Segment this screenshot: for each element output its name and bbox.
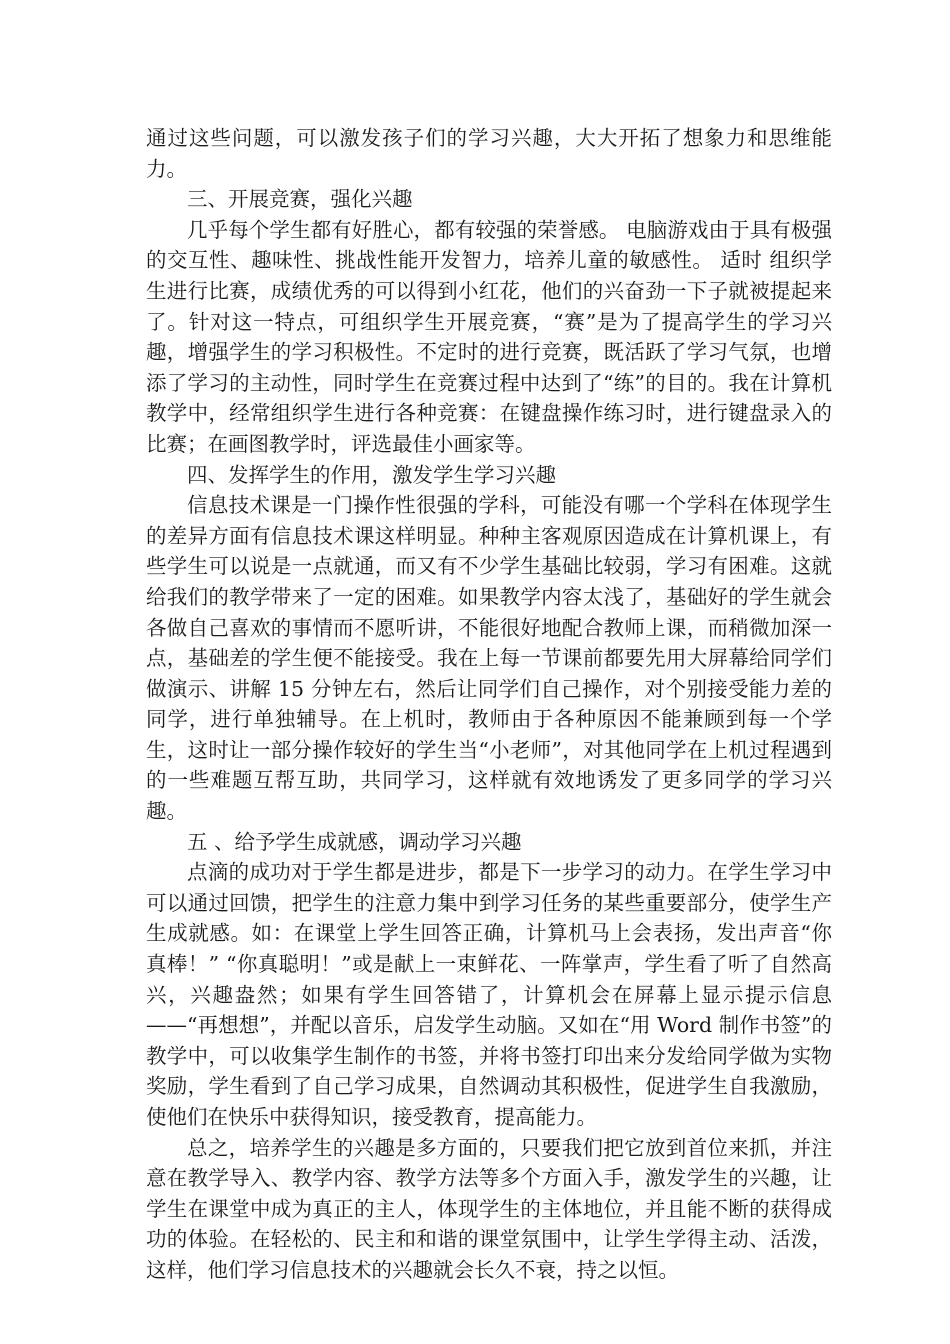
section-heading-4: 四、发挥学生的作用，激发学生学习兴趣 <box>187 462 556 487</box>
paragraph-competition: 几乎每个学生都有好胜心，都有较强的荣誉感。 电脑游戏由于具有极强的交互性、趣味性、挑战性能开发智力，培养儿童的敏感性。 适时 组织学生进行比赛，成绩优秀的可以得到小红花，他们的兴奋劲一下子就被提起来了。针对这一特点，可组织学生开展竞赛，“赛”是为了提高学生的学习兴趣，增强学生的学习积极性。不定时的进行竞赛，既活跃了学习气氛，也增添了学习的主动性，同时学生在竞赛过程中达到了“练”的目的。我在计算机教学中，经常组织学生进行各种竞赛：在键盘操作练习时，进行键盘录入的比赛；在画图教学时，评选最佳小画家等。 <box>146 217 832 456</box>
paragraph-student-role: 信息技术课是一门操作性很强的学科，可能没有哪一个学科在体现学生的差异方面有信息技术课这样明显。种种主客观原因造成在计算机课上，有些学生可以说是一点就通，而又有不少学生基础比较弱，学习有困难。这就给我们的教学带来了一定的困难。如果教学内容太浅了，基础好的学生就会各做自己喜欢的事情而不愿听讲，不能很好地配合教师上课，而稍微加深一点，基础差的学生便不能接受。我在上每一节课前都要先用大屏幕给同学们做演示、讲解 15 分钟左右，然后让同学们自己操作，对个别接受能力差的同学，进行单独辅导。在上机时，教师由于各种原因不能兼顾到每一个学生，这时让一部分操作较好的学生当“小老师”，对其他同学在上机过程遇到的一些难题互帮互助，共同学习，这样就有效地诱发了更多同学的学习兴趣。 <box>146 493 832 824</box>
section-heading-5: 五 、给予学生成就感，调动学习兴趣 <box>187 829 522 854</box>
paragraph-conclusion: 总之，培养学生的兴趣是多方面的，只要我们把它放到首位来抓，并注意在教学导入、教学内容、教学方法等多个方面入手，激发学生的兴趣，让学生在课堂中成为真正的主人，体现学生的主体地位，并且能不断的获得成功的体验。在轻松的、民主和和谐的课堂氛围中，让学生学得主动、活泼，这样，他们学习信息技术的兴趣就会长久不衰，持之以恒。 <box>146 1135 832 1282</box>
paragraph-continued: 通过这些问题，可以激发孩子们的学习兴趣，大大开拓了想象力和思维能力。 <box>146 126 832 181</box>
section-heading-3: 三、开展竞赛，强化兴趣 <box>187 187 413 212</box>
paragraph-achievement: 点滴的成功对于学生都是进步，都是下一步学习的动力。在学生学习中可以通过回馈，把学生的注意力集中到学习任务的某些重要部分，使学生产生成就感。如：在课堂上学生回答正确，计算机马上会表扬，发出声音“你真棒！” “你真聪明！”或是献上一束鲜花、一阵掌声，学生看了听了自然高兴，兴趣盎然；如果有学生回答错了，计算机会在屏幕上显示提示信息——“再想想”，并配以音乐，启发学生动脑。又如在“用 Word 制作书签”的教学中，可以收集学生制作的书签，并将书签打印出来分发给同学做为实物奖励，学生看到了自己学习成果，自然调动其积极性，促进学生自我激励，使他们在快乐中获得知识，接受教育，提高能力。 <box>146 860 832 1129</box>
document-body <box>146 123 832 1286</box>
